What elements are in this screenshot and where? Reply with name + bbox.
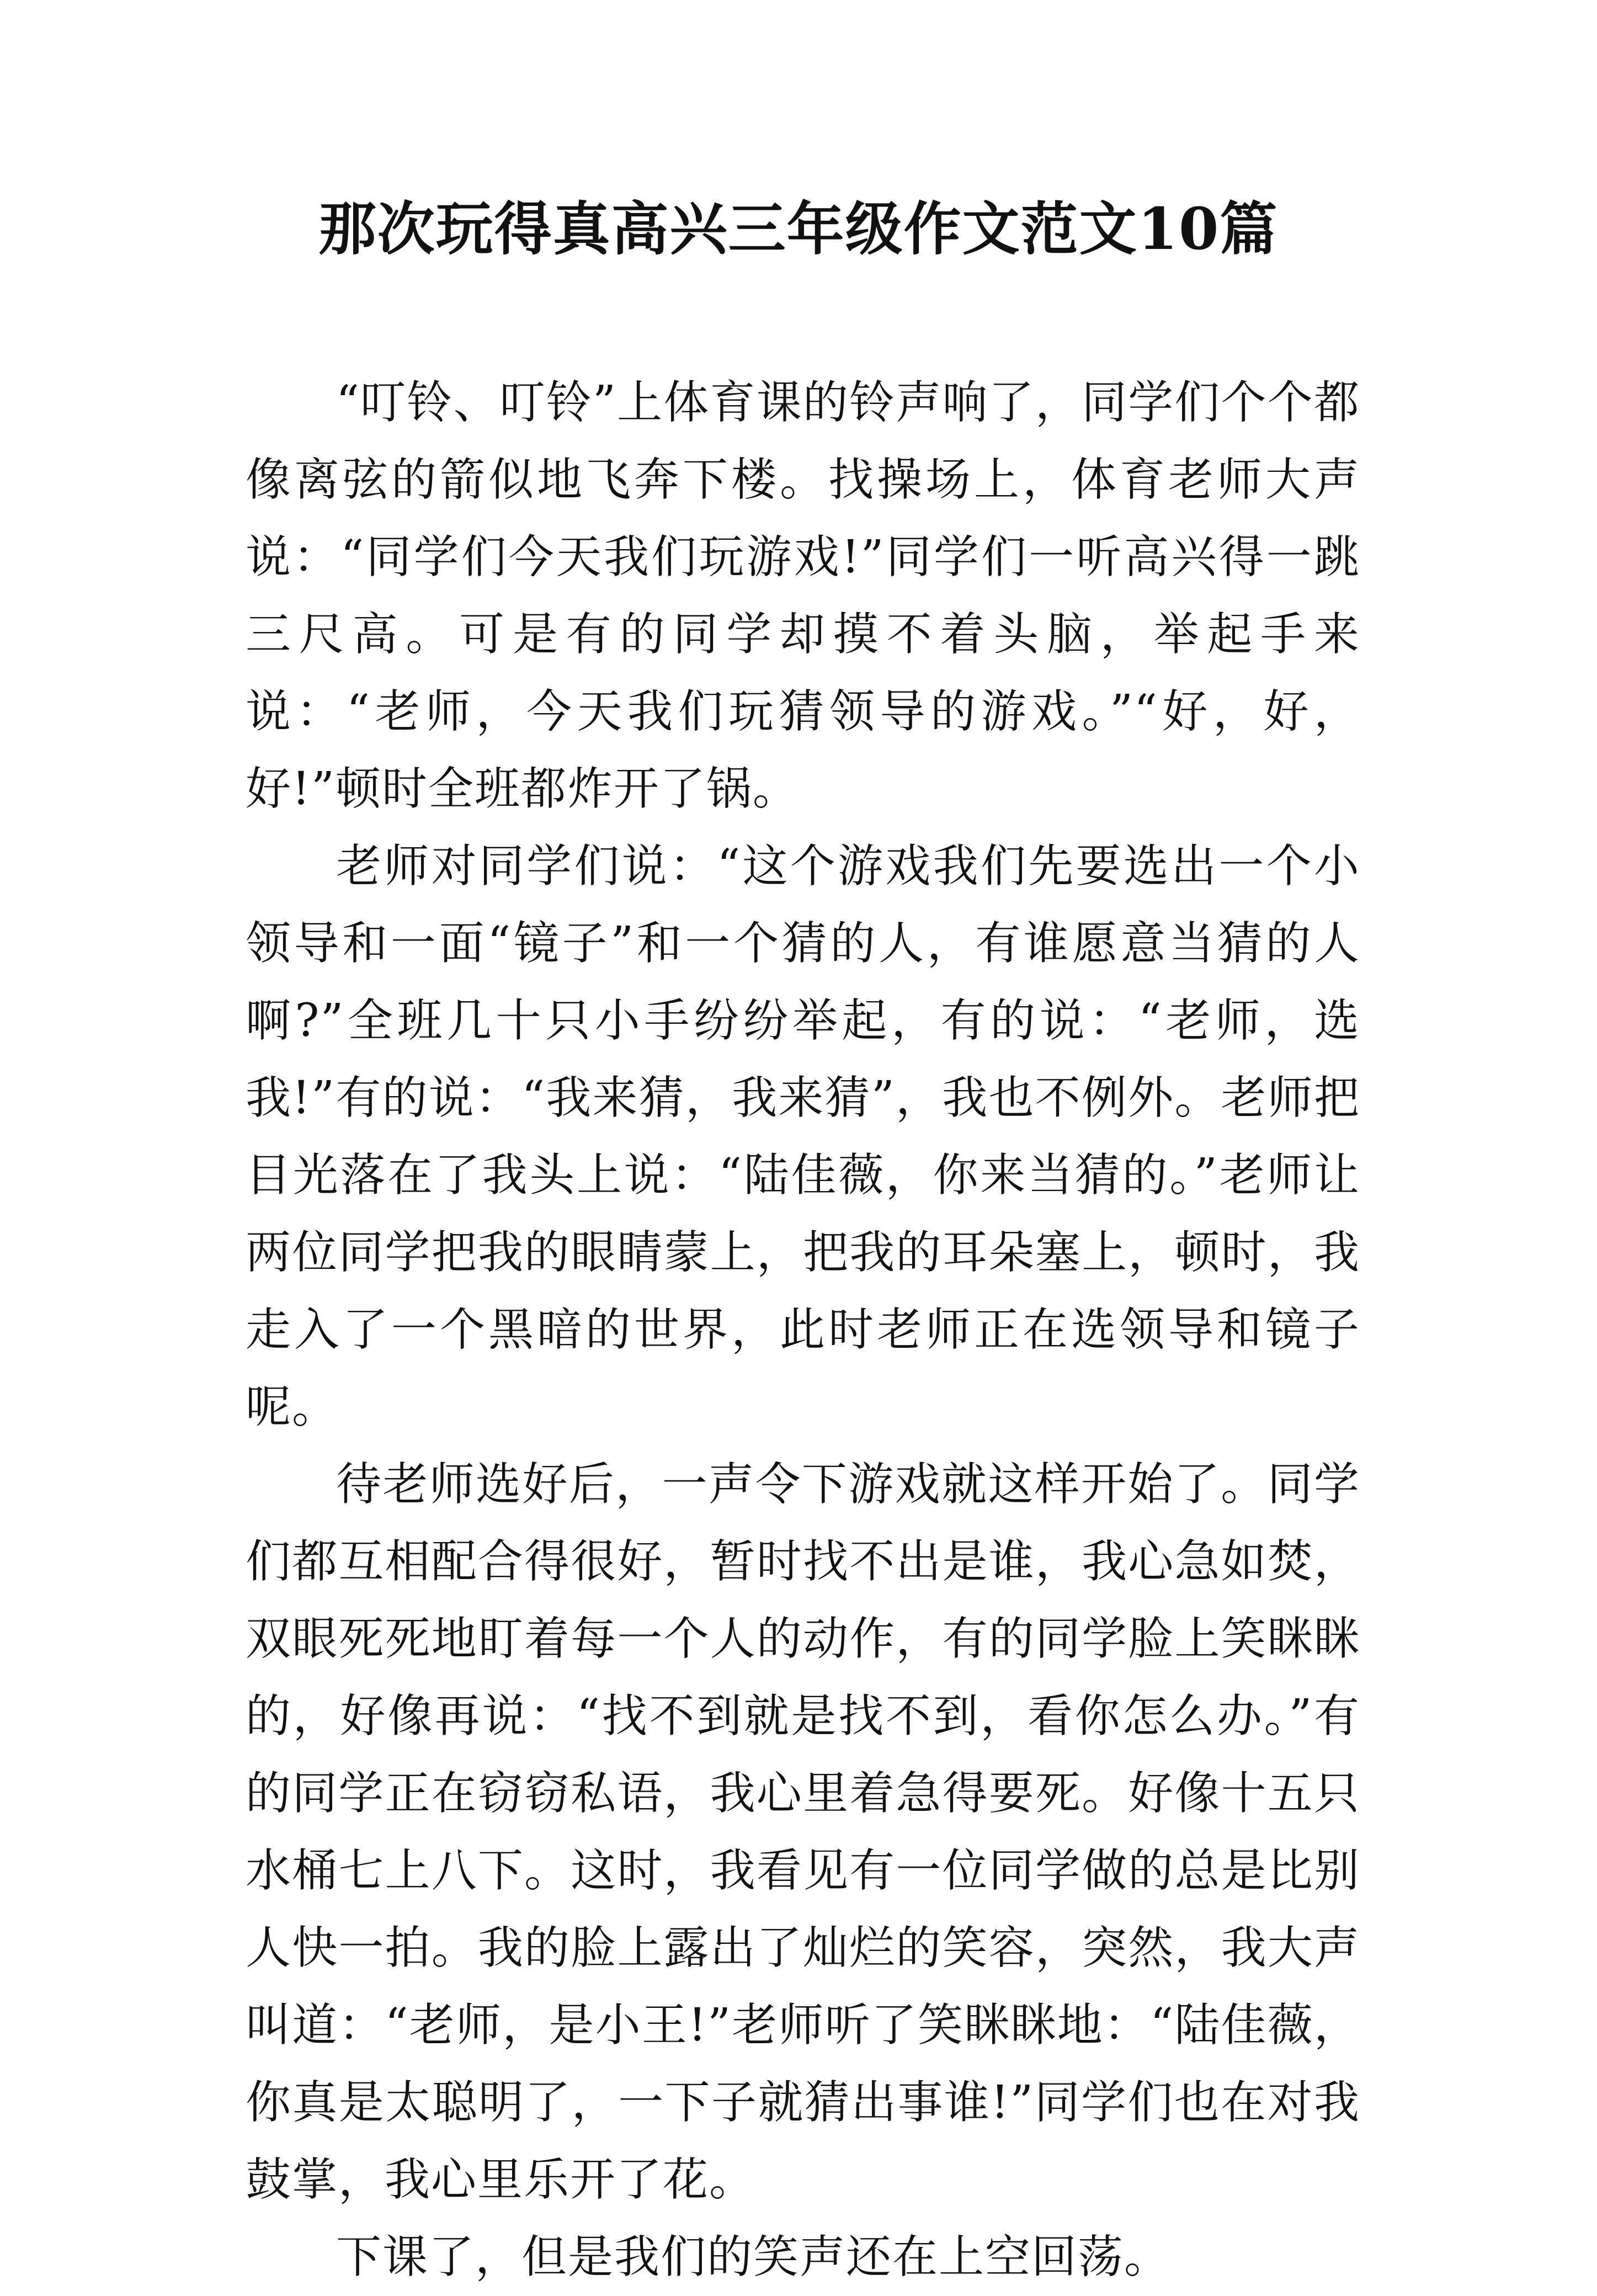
paragraph-2: 老师对同学们说：“这个游戏我们先要选出一个小领导和一面“镜子”和一个猜的人，有谁愿意当猜的人啊?”全班几十只小手纷纷举起，有的说：“老师，选我!”有的说：“我来猜，我来猜”，我也不例外。老师把目光落在了我头上说：“陆佳薇，你来当猜的。”老师让两位同学把我的眼睛蒙上，把我的耳朵塞上，顿时，我走入了一个黑暗的世界，此时老师正在选领导和镜子呢。 xyxy=(246,840,1360,1433)
document-body xyxy=(246,364,1360,2296)
paragraph-4: 下课了，但是我们的笑声还在上空回荡。 xyxy=(336,2231,1171,2283)
paragraph-1: “叮铃、叮铃”上体育课的铃声响了，同学们个个都像离弦的箭似地飞奔下楼。找操场上，体育老师大声说：“同学们今天我们玩游戏!”同学们一听高兴得一跳三尺高。可是有的同学却摸不着头脑，举起手来说：“老师，今天我们玩猜领导的游戏。”“好，好，好!”顿时全班都炸开了锅。 xyxy=(246,376,1360,815)
paragraph-3: 待老师选好后，一声令下游戏就这样开始了。同学们都互相配合得很好，暂时找不出是谁，我心急如焚，双眼死死地盯着每一个人的动作，有的同学脸上笑眯眯的，好像再说：“找不到就是找不到，看你怎么办。”有的同学正在窃窃私语，我心里着急得要死。好像十五只水桶七上八下。这时，我看见有一位同学做的总是比别人快一拍。我的脸上露出了灿烂的笑容，突然，我大声叫道：“老师，是小王!”老师听了笑眯眯地：“陆佳薇，你真是太聪明了，一下子就猜出事谁!”同学们也在对我鼓掌，我心里乐开了花。 xyxy=(246,1458,1360,2206)
document-title: 那次玩得真高兴三年级作文范文10篇 xyxy=(318,195,1279,263)
